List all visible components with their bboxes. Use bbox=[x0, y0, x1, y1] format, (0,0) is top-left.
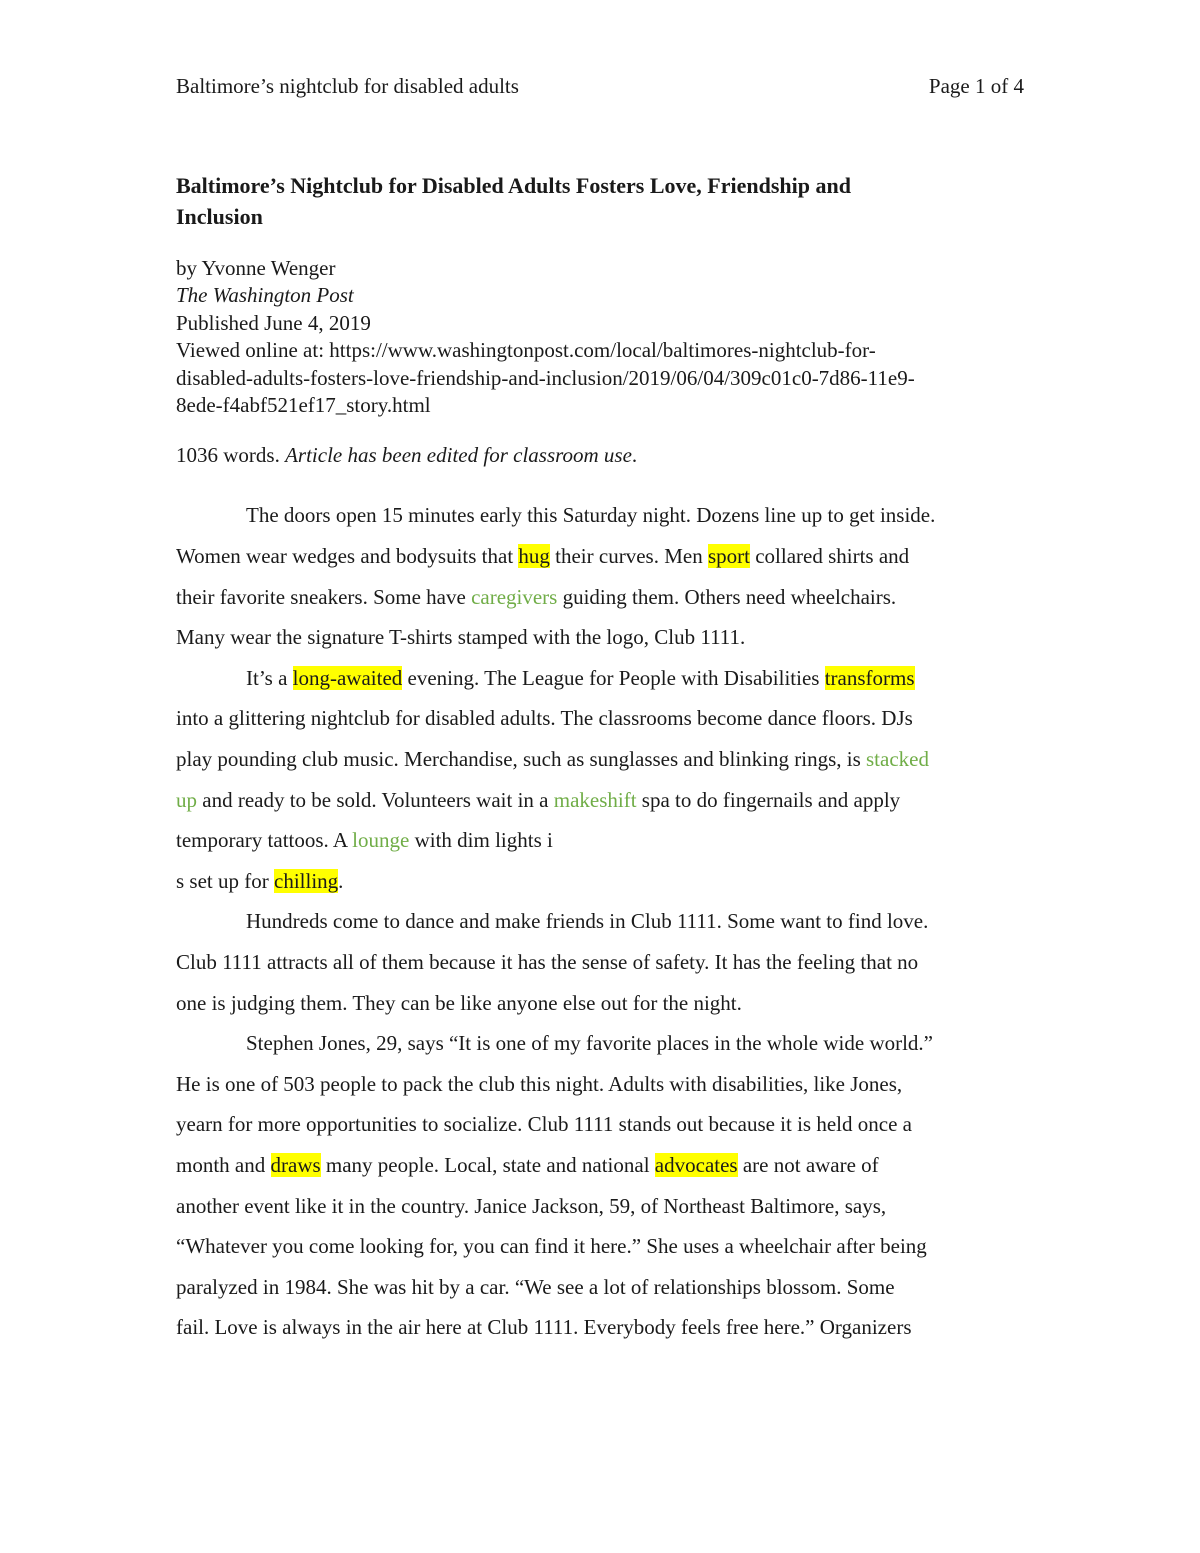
article-title bbox=[176, 170, 1026, 232]
body-line bbox=[176, 739, 1026, 780]
text-run: . bbox=[338, 868, 344, 893]
text-run: s set up for bbox=[176, 868, 274, 893]
source-url-line: disabled-adults-fosters-love-friendship-and-inclusion/2019/06/04/309c01c0-7d86-11e9- bbox=[176, 365, 915, 390]
text-run: Women wear wedges and bodysuits that bbox=[176, 544, 519, 569]
body-line bbox=[176, 1226, 1026, 1267]
text-run: their curves. Men bbox=[549, 544, 708, 569]
text-run: paralyzed in 1984. She was hit by a car. “We see a lot of relationships blossom. Some bbox=[176, 1274, 895, 1299]
highlighted-word-draws: draws bbox=[270, 1152, 321, 1177]
text-run: their favorite sneakers. Some have bbox=[176, 584, 472, 609]
text-run: many people. Local, state and national bbox=[320, 1152, 655, 1177]
running-title: Baltimore’s nightclub for disabled adults bbox=[176, 74, 519, 98]
body-line bbox=[176, 1145, 1026, 1186]
article-title-line: Baltimore’s Nightclub for Disabled Adults Fosters Love, Friendship and bbox=[176, 173, 851, 198]
body-line bbox=[176, 698, 1026, 739]
page-number: Page 1 of 4 bbox=[928, 74, 1024, 98]
highlighted-word-transforms: transforms bbox=[824, 665, 915, 690]
body-line bbox=[176, 617, 1026, 658]
vocab-word-stacked: stacked bbox=[866, 747, 929, 771]
article-title-line: Inclusion bbox=[176, 204, 263, 229]
edit-note: Article has been edited for classroom use bbox=[285, 443, 632, 468]
text-run: with dim lights i bbox=[409, 828, 553, 853]
source-url-line: 8ede-f4abf521ef17_story.html bbox=[176, 393, 431, 418]
body-line bbox=[176, 1267, 1026, 1308]
body-line bbox=[176, 1307, 1026, 1348]
body-line bbox=[176, 820, 1026, 861]
text-run: month and bbox=[176, 1152, 271, 1177]
highlighted-word-long-awaited: long-awaited bbox=[292, 665, 403, 690]
body-line bbox=[176, 536, 1026, 577]
source-url-line: Viewed online at: https://www.washingtonpost.com/local/baltimores-nightclub-for- bbox=[176, 338, 876, 363]
word-count-line bbox=[176, 441, 1026, 469]
body-line bbox=[176, 1186, 1026, 1227]
text-run: one is judging them. They can be like anyone else out for the night. bbox=[176, 990, 742, 1015]
body-line bbox=[176, 780, 1026, 821]
publication-name: The Washington Post bbox=[176, 283, 354, 308]
body-line bbox=[176, 1104, 1026, 1145]
body-line bbox=[176, 1023, 1026, 1064]
text-run: evening. The League for People with Disabilities bbox=[402, 665, 825, 690]
edit-note-period: . bbox=[631, 443, 638, 468]
text-run: Club 1111 attracts all of them because it has the sense of safety. It has the feeling that no bbox=[176, 949, 919, 974]
vocab-word-up: up bbox=[176, 787, 197, 812]
text-run: “Whatever you come looking for, you can find it here.” She uses a wheelchair after being bbox=[176, 1234, 927, 1259]
running-header bbox=[176, 70, 1024, 102]
text-run: Hundreds come to dance and make friends in Club 1111. Some want to find love. bbox=[246, 909, 929, 934]
text-run: spa to do fingernails and apply bbox=[636, 787, 901, 812]
publish-date: Published June 4, 2019 bbox=[176, 310, 371, 335]
body-line bbox=[176, 658, 1026, 699]
text-run: Stephen Jones, 29, says “It is one of my favorite places in the whole wide world.” bbox=[246, 1031, 934, 1056]
text-run: fail. Love is always in the air here at Club 1111. Everybody feels free here.” Organizers bbox=[176, 1315, 912, 1340]
body-line bbox=[176, 495, 1026, 536]
text-run: into a glittering nightclub for disabled adults. The classrooms become dance floors. DJs bbox=[176, 706, 913, 731]
body-line bbox=[176, 861, 1026, 902]
body-line bbox=[176, 577, 1026, 618]
vocab-word-lounge: lounge bbox=[352, 828, 410, 853]
text-run: He is one of 503 people to pack the club this night. Adults with disabilities, like Jones, bbox=[176, 1071, 903, 1096]
body-line bbox=[176, 1064, 1026, 1105]
word-count: 1036 words. bbox=[176, 443, 280, 468]
text-run: play pounding club music. Merchandise, such as sunglasses and blinking rings, is bbox=[176, 747, 866, 771]
body-line bbox=[176, 983, 1026, 1024]
text-run: The doors open 15 minutes early this Saturday night. Dozens line up to get inside. bbox=[246, 503, 936, 528]
highlighted-word-chilling: chilling bbox=[274, 868, 339, 893]
text-run: another event like it in the country. Janice Jackson, 59, of Northeast Baltimore, says, bbox=[176, 1193, 887, 1218]
text-run: Many wear the signature T-shirts stamped with the logo, Club 1111. bbox=[176, 625, 746, 650]
body-line bbox=[176, 942, 1026, 983]
text-run: temporary tattoos. A bbox=[176, 828, 353, 853]
highlighted-word-advocates: advocates bbox=[654, 1152, 738, 1177]
article-meta bbox=[176, 255, 1026, 419]
text-run: collared shirts and bbox=[749, 544, 910, 569]
text-run: are not aware of bbox=[737, 1152, 879, 1177]
highlighted-word-sport: sport bbox=[707, 544, 750, 569]
article-body bbox=[176, 495, 1026, 1347]
highlighted-word-hug: hug bbox=[518, 544, 550, 569]
text-run: It’s a bbox=[246, 665, 293, 690]
text-run: and ready to be sold. Volunteers wait in a bbox=[197, 787, 554, 812]
article-content bbox=[176, 170, 1026, 1348]
byline: by Yvonne Wenger bbox=[176, 256, 336, 280]
text-run: guiding them. Others need wheelchairs. bbox=[557, 584, 897, 609]
vocab-word-caregivers: caregivers bbox=[471, 584, 558, 609]
vocab-word-makeshift: makeshift bbox=[553, 787, 637, 812]
body-line bbox=[176, 901, 1026, 942]
text-run: yearn for more opportunities to socialize. Club 1111 stands out because it is held once a bbox=[176, 1112, 912, 1137]
